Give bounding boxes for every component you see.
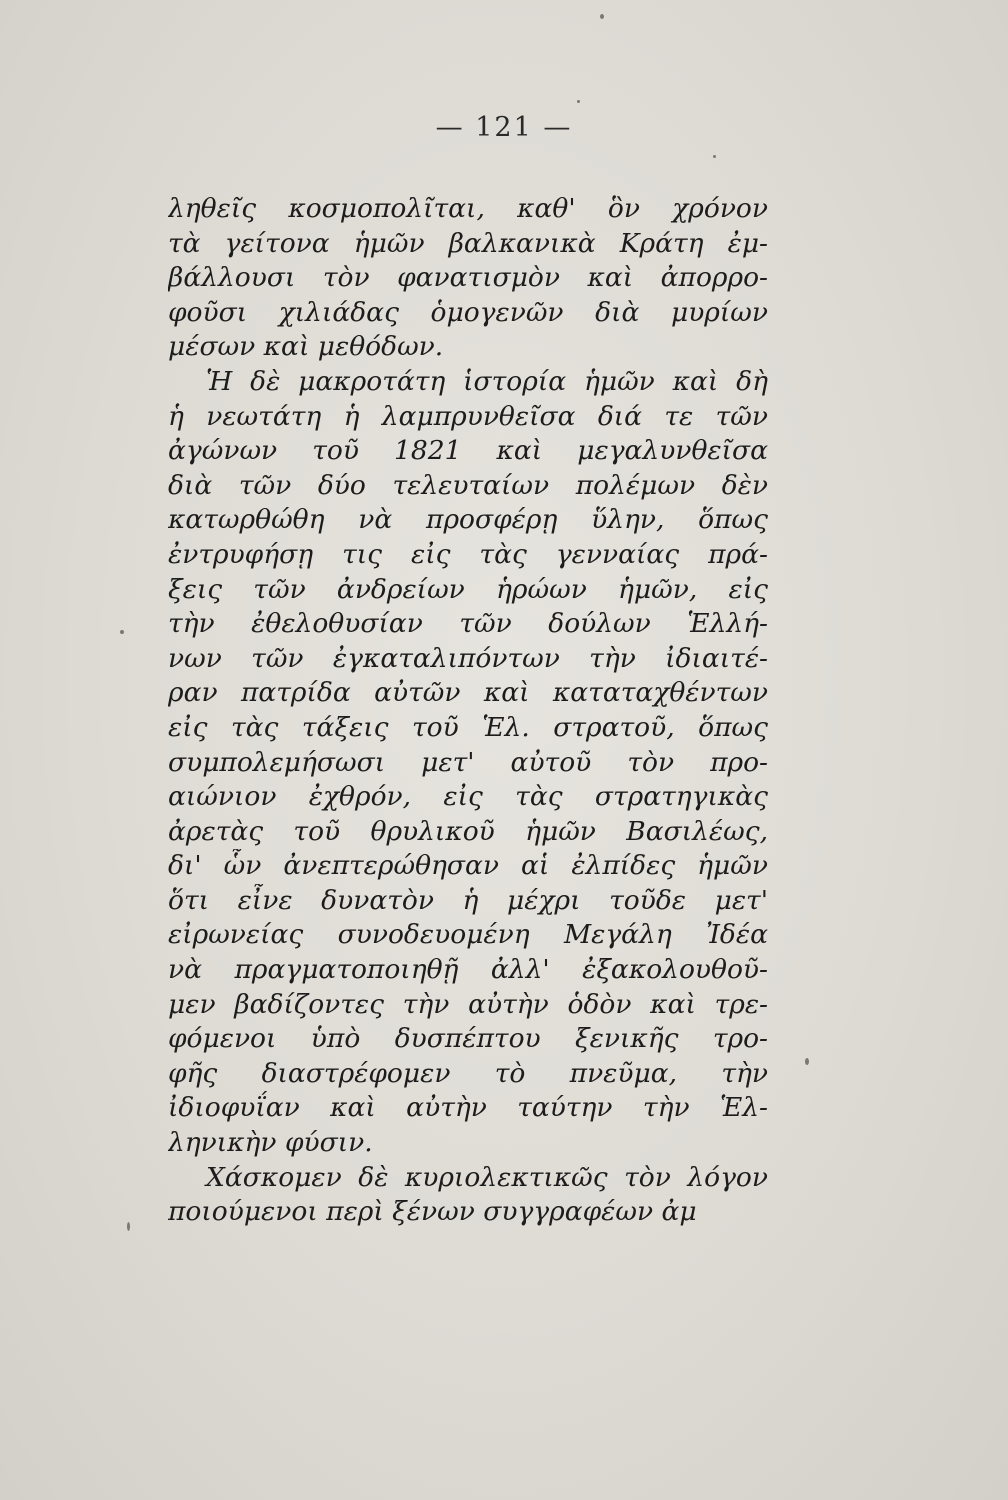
body-text <box>168 192 768 1230</box>
text-line: ἀρετὰς τοῦ θρυλικοῦ ἡμῶν Βασιλέως, <box>168 815 768 847</box>
paper-speck <box>713 155 716 158</box>
text-line: μέσων καὶ μεθόδων. <box>168 331 444 363</box>
text-line: φόμενοι ὑπὸ δυσπέπτου ξενικῆς τρο- <box>168 1023 768 1055</box>
text-line: ποιούμενοι περὶ ξένων συγγραφέων ἀμ <box>168 1196 697 1228</box>
text-line: συμπολεμήσωσι μετ' αὐτοῦ τὸν προ- <box>168 746 768 778</box>
text-line: ὅτι εἶνε δυνατὸν ἡ μέχρι τοῦδε μετ' <box>168 884 768 916</box>
paper-speck <box>120 630 124 634</box>
text-line: τὴν ἐθελοθυσίαν τῶν δούλων Ἑλλή- <box>168 608 768 640</box>
text-line: δι' ὧν ἀνεπτερώθησαν αἱ ἐλπίδες ἡμῶν <box>168 850 768 882</box>
paper-speck <box>127 1222 130 1231</box>
text-line: διὰ τῶν δύο τελευταίων πολέμων δὲν <box>168 469 768 501</box>
text-line: νὰ πραγματοποιηθῇ ἀλλ' ἐξακολουθοῦ- <box>168 954 768 986</box>
text-line: αιώνιον ἐχθρόν, εἰς τὰς στρατηγικὰς <box>168 781 768 813</box>
text-line: φῆς διαστρέφομεν τὸ πνεῦμα, τὴν <box>168 1057 768 1089</box>
paper-speck <box>805 1058 809 1065</box>
text-line: βάλλουσι τὸν φανατισμὸν καὶ ἀπορρο- <box>168 262 768 294</box>
text-line: ληθεῖς κοσμοπολῖται, καθ' ὃν χρόνον <box>168 193 768 224</box>
text-line: ληνικὴν φύσιν. <box>168 1127 373 1159</box>
text-line: ραν πατρίδα αὐτῶν καὶ καταταχθέντων <box>168 677 768 709</box>
text-line: κατωρθώθη νὰ προσφέρῃ ὕλην, ὅπως <box>168 504 768 536</box>
text-line: ξεις τῶν ἀνδρείων ἡρώων ἡμῶν, εἰς <box>168 573 768 605</box>
text-line: ἰδιοφυΐαν καὶ αὐτὴν ταύτην τὴν Ἑλ- <box>168 1092 768 1124</box>
paper-speck <box>600 14 604 19</box>
text-line: μεν βαδίζοντες τὴν αὐτὴν ὁδὸν καὶ τρε- <box>168 988 768 1020</box>
page-number: — 121 — <box>435 112 573 143</box>
text-line: εἰρωνείας συνοδευομένη Μεγάλη Ἰδέα <box>168 919 768 951</box>
text-line: νων τῶν ἐγκαταλιπόντων τὴν ἰδιαιτέ- <box>168 642 768 674</box>
text-line: ἡ νεωτάτη ἡ λαμπρυνθεῖσα διά τε τῶν <box>168 400 768 432</box>
text-line: εἰς τὰς τάξεις τοῦ Ἑλ. στρατοῦ, ὅπως <box>168 711 768 743</box>
text-line: Ἡ δὲ μακροτάτη ἱστορία ἡμῶν καὶ δὴ <box>206 365 768 397</box>
text-line: Χάσκομεν δὲ κυριολεκτικῶς τὸν λόγον <box>206 1161 768 1193</box>
text-line: ἀγώνων τοῦ 1821 καὶ μεγαλυνθεῖσα <box>168 435 768 467</box>
paper-speck <box>577 100 580 103</box>
text-line: τὰ γείτονα ἡμῶν βαλκανικὰ Κράτη ἐμ- <box>168 227 768 259</box>
text-line: φοῦσι χιλιάδας ὁμογενῶν διὰ μυρίων <box>168 296 768 328</box>
text-line: ἐντρυφήσῃ τις εἰς τὰς γενναίας πρά- <box>168 538 768 570</box>
